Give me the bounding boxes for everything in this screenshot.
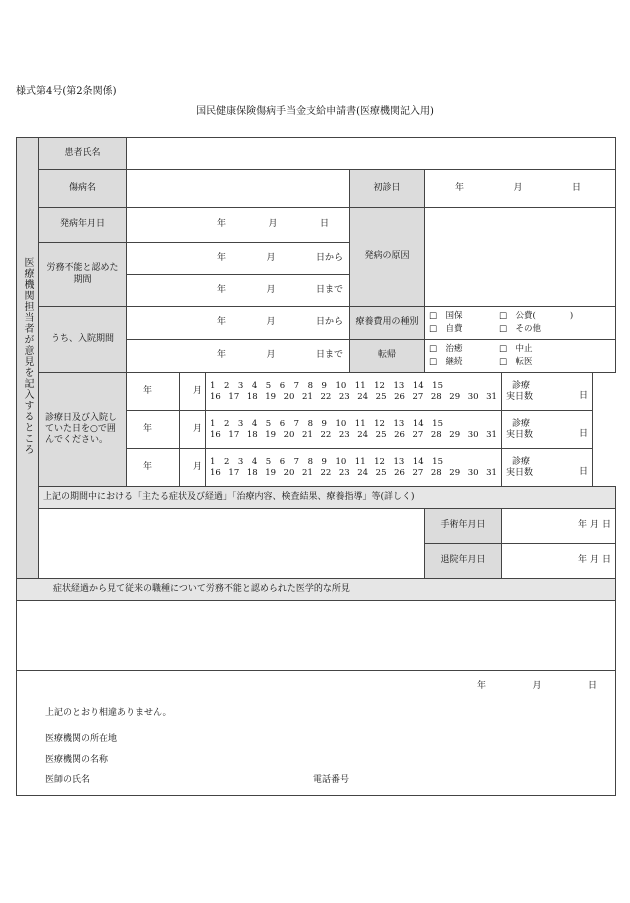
day-number[interactable]: 21 [302,467,313,478]
day-number[interactable]: 31 [486,429,497,440]
day-number[interactable]: 9 [321,418,327,429]
hospital-to-field[interactable]: 年 月 日まで [127,340,350,373]
day-number[interactable]: 21 [302,429,313,440]
day-number[interactable]: 13 [393,380,405,391]
phone-label: 電話番号 [313,775,350,785]
day-grid-1[interactable] [206,373,502,411]
day-number[interactable]: 4 [251,380,258,391]
day-number[interactable]: 10 [335,418,347,429]
month-field-1[interactable]: 年 [127,373,180,411]
cause-field[interactable] [425,208,616,307]
day-number[interactable]: 14 [412,380,424,391]
symptoms-section-header: 上記の期間中における「主たる症状及び経過」「治療内容、検査結果、療養指導」等(詳しく) [39,487,616,509]
hospital-from-field[interactable]: 年 月 日から [127,307,350,340]
day-number[interactable]: 28 [430,429,442,440]
day-number[interactable]: 16 [210,429,221,440]
day-number[interactable]: 25 [375,429,387,440]
checkbox-cured[interactable]: □ 治癒 [429,344,463,355]
day-number[interactable]: 10 [335,380,347,391]
application-form-table [16,137,616,796]
checkbox-discontinued[interactable]: □ 中止 [499,344,533,355]
form-title: 国民健康保険傷病手当金支給申請書(医療機関記入用) [196,106,434,117]
day-number[interactable]: 20 [283,467,295,478]
day-number[interactable]: 29 [449,391,461,402]
day-number[interactable]: 3 [237,418,244,429]
day-number[interactable]: 4 [251,418,258,429]
onset-date-field[interactable]: 年 月 日 [127,208,350,243]
day-number[interactable]: 12 [374,418,385,429]
day-number[interactable]: 20 [283,429,295,440]
clinic-name-label: 医療機関の名称 [45,755,109,765]
day-number[interactable]: 3 [237,380,244,391]
day-number[interactable]: 22 [320,467,332,478]
day-number[interactable]: 8 [307,418,313,429]
day-number[interactable]: 2 [223,380,230,391]
work-incapacity-to-field[interactable]: 年 月 日まで [127,275,350,307]
day-number[interactable]: 25 [375,391,387,402]
day-number[interactable]: 12 [374,380,385,391]
day-number[interactable]: 11 [354,380,366,391]
day-number[interactable]: 25 [375,467,387,478]
day-number[interactable]: 23 [338,467,350,478]
day-number[interactable]: 7 [293,380,300,391]
day-number[interactable]: 24 [357,391,369,402]
declaration-block [17,671,616,796]
hospital-period-label: うち、入院期間 [39,307,127,373]
doctor-name-label: 医師の氏名 [45,775,91,785]
day-number[interactable]: 22 [320,429,332,440]
treatment-days-2[interactable]: 診療 実日数 日 [502,411,593,449]
day-number[interactable]: 20 [283,391,295,402]
day-number[interactable]: 16 [210,467,221,478]
day-grid-3[interactable] [206,449,502,487]
day-number[interactable]: 14 [412,418,424,429]
day-number[interactable]: 1 [210,418,216,429]
day-number[interactable]: 27 [412,429,424,440]
day-number[interactable]: 7 [293,456,300,467]
day-number[interactable]: 8 [307,380,313,391]
day-number[interactable]: 7 [293,418,300,429]
day-number[interactable]: 5 [265,380,272,391]
disease-name-field[interactable] [127,170,350,208]
day-number[interactable]: 26 [394,429,405,440]
declaration-day: 日 [587,681,597,691]
opinion-section-header: 症状経過から見て従来の職種について労務不能と認められた医学的な所見 [17,579,616,601]
surgery-date-label: 手術年月日 [425,509,502,544]
declaration-statement: 上記のとおり相違ありません。 [45,708,172,718]
first-visit-label: 初診日 [350,170,425,208]
day-number[interactable]: 31 [486,391,497,402]
day-number[interactable]: 9 [321,380,327,391]
day-number[interactable]: 16 [210,391,221,402]
month-unit-3: 月 [180,449,206,487]
checkbox-continued[interactable]: □ 継続 [429,357,463,367]
day-number[interactable]: 26 [394,467,405,478]
discharge-date-label: 退院年月日 [425,544,502,579]
day-number[interactable]: 31 [486,467,497,478]
outcome-options[interactable] [425,340,616,373]
checkbox-other[interactable]: □ その他 [499,324,542,334]
checkbox-kokuho[interactable]: □ 国保 [429,311,463,322]
day-number[interactable]: 12 [374,456,385,467]
surgery-date-field[interactable]: 年 月 日 [502,509,616,544]
day-number[interactable]: 3 [237,456,244,467]
day-number[interactable]: 1 [210,380,216,391]
discharge-date-field[interactable]: 年 月 日 [502,544,616,579]
patient-name-field[interactable] [127,138,616,170]
declaration-year: 年 [477,681,487,691]
visit-days-label: 診療日及び入院していた日を○で囲んでください。 [39,373,127,487]
form-number: 様式第4号(第2条関係) [16,86,117,97]
day-number[interactable]: 18 [246,467,258,478]
day-number[interactable]: 24 [357,429,369,440]
symptoms-field[interactable] [39,509,425,579]
day-number[interactable]: 10 [335,456,347,467]
cause-label: 発病の原因 [350,208,425,307]
patient-name-label: 患者氏名 [39,138,127,170]
day-number[interactable]: 26 [394,391,405,402]
side-label: 医療機関担当者が意見を記入するところ [17,138,39,579]
day-number[interactable]: 18 [246,391,258,402]
clinic-address-label: 医療機関の所在地 [45,734,118,744]
day-number[interactable]: 2 [223,418,230,429]
cost-type-options[interactable] [425,307,616,340]
day-number[interactable]: 22 [320,391,332,402]
day-number[interactable]: 23 [338,391,350,402]
first-visit-date-field[interactable]: 年 月 日 [425,170,616,208]
month-unit-1: 月 [180,373,206,411]
cost-type-label: 療養費用の種別 [350,307,425,340]
day-number[interactable]: 8 [307,456,313,467]
day-number[interactable]: 30 [467,429,479,440]
checkbox-kouhi[interactable]: □ 公費( ) [499,311,574,322]
day-number[interactable]: 19 [265,391,277,402]
day-number[interactable]: 11 [354,456,366,467]
day-number[interactable]: 6 [279,380,286,391]
day-number[interactable]: 19 [265,429,277,440]
day-grid-2[interactable] [206,411,502,449]
disease-name-label: 傷病名 [39,170,127,208]
month-field-2[interactable]: 年 [127,411,180,449]
day-number[interactable]: 5 [265,456,272,467]
day-number[interactable]: 23 [338,429,350,440]
day-number[interactable]: 18 [246,429,258,440]
day-number[interactable]: 28 [430,391,442,402]
day-number[interactable]: 15 [432,418,443,429]
day-number[interactable]: 17 [228,429,240,440]
day-number[interactable]: 1 [210,456,216,467]
day-number[interactable]: 27 [412,467,424,478]
opinion-field[interactable] [17,601,616,671]
day-number[interactable]: 4 [251,456,258,467]
work-incapacity-from-field[interactable]: 年 月 日から [127,243,350,275]
day-number[interactable]: 17 [228,467,240,478]
day-number[interactable]: 2 [223,456,230,467]
checkbox-jihi[interactable]: □ 自費 [429,324,463,334]
treatment-days-1[interactable]: 診療 実日数 日 [502,373,593,411]
day-number[interactable]: 15 [432,380,443,391]
month-unit-2: 月 [180,411,206,449]
day-number[interactable]: 29 [449,429,461,440]
declaration-month: 月 [532,681,542,691]
checkbox-transferred[interactable]: □ 転医 [499,357,533,367]
treatment-days-3[interactable]: 診療 実日数 日 [502,449,593,487]
onset-date-label: 発病年月日 [39,208,127,243]
day-number[interactable]: 6 [279,456,286,467]
day-number[interactable]: 13 [393,418,405,429]
day-number[interactable]: 29 [449,467,461,478]
day-number[interactable]: 9 [321,456,327,467]
day-number[interactable]: 14 [412,456,424,467]
day-number[interactable]: 28 [430,467,442,478]
day-number[interactable]: 5 [265,418,272,429]
day-number[interactable]: 15 [432,456,443,467]
day-number[interactable]: 19 [265,467,277,478]
day-number[interactable]: 11 [354,418,366,429]
day-number[interactable]: 30 [467,467,479,478]
day-number[interactable]: 27 [412,391,424,402]
month-field-3[interactable]: 年 [127,449,180,487]
day-number[interactable]: 21 [302,391,313,402]
day-number[interactable]: 17 [228,391,240,402]
day-number[interactable]: 30 [467,391,479,402]
day-number[interactable]: 6 [279,418,286,429]
day-number[interactable]: 24 [357,467,369,478]
work-incapacity-label: 労務不能と認めた期間 [39,243,127,307]
day-number[interactable]: 13 [393,456,405,467]
outcome-label: 転帰 [350,340,425,373]
